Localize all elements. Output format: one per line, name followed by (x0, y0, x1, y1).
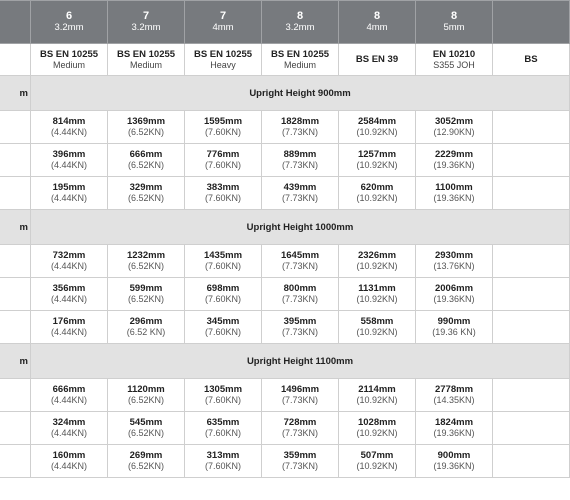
row-side-cell (0, 177, 31, 210)
standard-grade: Heavy (210, 59, 236, 70)
data-cell (339, 278, 416, 311)
row-side-cell (0, 245, 31, 278)
section-side-label: m (0, 210, 31, 245)
header-number: 8 (296, 10, 304, 22)
load-value: (4.44KN) (50, 160, 87, 170)
load-value: (7.73KN) (281, 193, 318, 203)
data-cell (108, 445, 185, 478)
load-value: (10.92KN) (356, 261, 398, 271)
section-header-row (0, 76, 570, 111)
load-value: (7.60KN) (204, 294, 241, 304)
distance-value: 1028mm (357, 417, 397, 428)
data-cell (493, 245, 570, 278)
distance-value: 1496mm (280, 384, 320, 395)
data-cell (108, 311, 185, 344)
load-value: (7.73KN) (281, 160, 318, 170)
distance-value: 990mm (437, 316, 471, 327)
table-row (0, 245, 570, 278)
header-cell (108, 1, 185, 44)
data-cell (493, 445, 570, 478)
distance-value: 356mm (52, 283, 86, 294)
data-cell (262, 412, 339, 445)
data-cell (493, 144, 570, 177)
load-value: (10.92KN) (356, 395, 398, 405)
table-row (0, 144, 570, 177)
load-value: (4.44KN) (50, 261, 87, 271)
load-value: (10.92KN) (356, 428, 398, 438)
load-value: (7.73KN) (281, 395, 318, 405)
standard-name: EN 10210 (432, 48, 476, 60)
load-value: (10.92KN) (356, 461, 398, 471)
data-cell (339, 379, 416, 412)
distance-value: 728mm (283, 417, 317, 428)
distance-value: 345mm (206, 316, 240, 327)
distance-value: 1257mm (357, 149, 397, 160)
distance-value: 2006mm (434, 283, 474, 294)
data-cell (416, 144, 493, 177)
distance-value: 359mm (283, 450, 317, 461)
standard-cell (108, 44, 185, 76)
standard-name: BS EN 39 (355, 54, 399, 65)
load-value: (7.73KN) (281, 428, 318, 438)
standard-cell (493, 44, 570, 76)
data-cell (108, 278, 185, 311)
load-value: (4.44KN) (50, 327, 87, 337)
load-value: (6.52 KN) (126, 327, 166, 337)
load-value: (4.44KN) (50, 127, 87, 137)
header-thickness: 3.2mm (131, 22, 161, 33)
distance-value: 2114mm (358, 384, 396, 395)
data-cell (416, 278, 493, 311)
load-value: (6.52KN) (127, 395, 164, 405)
data-cell (339, 412, 416, 445)
load-value: (12.90KN) (433, 127, 475, 137)
distance-value: 3052mm (434, 116, 474, 127)
data-cell (31, 445, 108, 478)
data-cell (493, 412, 570, 445)
data-cell (108, 144, 185, 177)
data-cell (262, 311, 339, 344)
data-cell (185, 445, 262, 478)
data-cell (493, 111, 570, 144)
load-value: (7.73KN) (281, 294, 318, 304)
load-value: (10.92KN) (356, 327, 398, 337)
load-value: (13.76KN) (433, 261, 475, 271)
data-cell (262, 379, 339, 412)
table-body (0, 76, 570, 478)
data-cell (339, 111, 416, 144)
data-cell (262, 445, 339, 478)
distance-value: 439mm (283, 182, 317, 193)
data-cell (185, 177, 262, 210)
data-cell (185, 311, 262, 344)
load-value: (7.60KN) (204, 461, 241, 471)
distance-value: 396mm (52, 149, 86, 160)
section-title: Upright Height 1100mm (31, 344, 570, 379)
header-cell (185, 1, 262, 44)
distance-value: 1305mm (203, 384, 243, 395)
header-thickness: 4mm (212, 22, 234, 33)
data-cell (262, 245, 339, 278)
row-side-cell (0, 379, 31, 412)
load-value: (6.52KN) (127, 193, 164, 203)
load-value: (7.60KN) (204, 261, 241, 271)
standard-cell (185, 44, 262, 76)
distance-value: 889mm (283, 149, 317, 160)
standard-corner-cell (0, 44, 31, 76)
distance-value: 1828mm (280, 116, 320, 127)
distance-value: 1100mm (435, 182, 473, 193)
data-cell (262, 278, 339, 311)
load-value: (10.92KN) (356, 294, 398, 304)
header-number: 7 (142, 10, 150, 22)
table-row (0, 177, 570, 210)
load-value: (19.36KN) (433, 160, 475, 170)
table-row (0, 111, 570, 144)
standard-grade: Medium (52, 59, 85, 70)
data-cell (262, 177, 339, 210)
data-cell (416, 445, 493, 478)
header-number: 8 (373, 10, 381, 22)
standard-cell (339, 44, 416, 76)
load-value: (10.92KN) (356, 160, 398, 170)
header-cell (416, 1, 493, 44)
header-number: 7 (219, 10, 227, 22)
load-value: (19.36KN) (433, 294, 475, 304)
header-thickness: 3.2mm (285, 22, 315, 33)
size-header-row (0, 1, 570, 44)
distance-value: 2930mm (434, 250, 474, 261)
distance-value: 698mm (206, 283, 240, 294)
load-value: (4.44KN) (50, 395, 87, 405)
data-cell (31, 144, 108, 177)
data-cell (31, 311, 108, 344)
data-cell (108, 111, 185, 144)
standard-name: BS EN 10255 (39, 48, 99, 60)
load-value: (7.60KN) (204, 127, 241, 137)
load-value: (19.36 KN) (432, 327, 476, 337)
load-value: (6.52KN) (127, 127, 164, 137)
distance-value: 324mm (52, 417, 86, 428)
standard-cell (262, 44, 339, 76)
section-title: Upright Height 1000mm (31, 210, 570, 245)
data-cell (185, 278, 262, 311)
distance-value: 329mm (129, 182, 163, 193)
load-value: (6.52KN) (127, 261, 164, 271)
distance-value: 296mm (129, 316, 163, 327)
distance-value: 620mm (360, 182, 394, 193)
table-row (0, 311, 570, 344)
distance-value: 1131mm (358, 283, 396, 294)
data-cell (493, 379, 570, 412)
data-cell (416, 111, 493, 144)
load-value: (7.73KN) (281, 261, 318, 271)
load-value: (7.60KN) (204, 193, 241, 203)
data-cell (339, 445, 416, 478)
distance-value: 2778mm (434, 384, 474, 395)
distance-value: 176mm (52, 316, 86, 327)
data-cell (31, 177, 108, 210)
header-cell (262, 1, 339, 44)
distance-value: 635mm (206, 417, 240, 428)
data-cell (185, 245, 262, 278)
load-value: (19.36KN) (433, 428, 475, 438)
data-cell (339, 144, 416, 177)
standard-name: BS (524, 54, 538, 65)
load-value: (19.36KN) (433, 193, 475, 203)
data-cell (262, 111, 339, 144)
distance-value: 1232mm (126, 250, 166, 261)
header-cell (31, 1, 108, 44)
distance-value: 800mm (283, 283, 317, 294)
data-cell (31, 245, 108, 278)
data-cell (493, 177, 570, 210)
data-cell (185, 144, 262, 177)
standard-grade: Medium (283, 59, 316, 70)
header-number: 8 (450, 10, 458, 22)
data-cell (185, 111, 262, 144)
load-value: (4.44KN) (50, 193, 87, 203)
distance-value: 1824mm (434, 417, 474, 428)
row-side-cell (0, 111, 31, 144)
standard-name: BS EN 10255 (270, 48, 330, 60)
data-cell (262, 144, 339, 177)
distance-value: 1645mm (280, 250, 320, 261)
load-value: (6.52KN) (127, 294, 164, 304)
distance-value: 383mm (206, 182, 240, 193)
load-value: (7.73KN) (281, 127, 318, 137)
distance-value: 507mm (360, 450, 394, 461)
data-cell (185, 379, 262, 412)
distance-value: 776mm (206, 149, 240, 160)
data-cell (108, 412, 185, 445)
distance-value: 2584mm (357, 116, 397, 127)
load-value: (6.52KN) (127, 160, 164, 170)
header-corner-cell (0, 1, 31, 44)
data-cell (416, 177, 493, 210)
data-cell (416, 245, 493, 278)
row-side-cell (0, 445, 31, 478)
data-cell (416, 379, 493, 412)
load-value: (7.73KN) (281, 327, 318, 337)
distance-value: 313mm (206, 450, 240, 461)
distance-value: 395mm (283, 316, 317, 327)
table-row (0, 445, 570, 478)
section-header-row (0, 344, 570, 379)
data-cell (108, 379, 185, 412)
standard-grade: Medium (129, 59, 162, 70)
distance-value: 558mm (360, 316, 394, 327)
distance-value: 1369mm (126, 116, 166, 127)
load-value: (10.92KN) (356, 127, 398, 137)
data-cell (31, 412, 108, 445)
header-thickness: 4mm (366, 22, 388, 33)
load-value: (7.60KN) (204, 327, 241, 337)
load-value: (7.60KN) (204, 395, 241, 405)
table-row (0, 278, 570, 311)
section-side-label: m (0, 344, 31, 379)
table-row (0, 412, 570, 445)
row-side-cell (0, 412, 31, 445)
data-cell (493, 278, 570, 311)
row-side-cell (0, 278, 31, 311)
header-cell (493, 1, 570, 44)
data-cell (108, 177, 185, 210)
header-number: 6 (65, 10, 73, 22)
header-thickness: 5mm (443, 22, 465, 33)
table-row (0, 379, 570, 412)
load-value: (6.52KN) (127, 461, 164, 471)
section-title: Upright Height 900mm (31, 76, 570, 111)
data-cell (339, 177, 416, 210)
data-cell (31, 111, 108, 144)
distance-value: 1120mm (127, 384, 165, 395)
standard-name: BS EN 10255 (116, 48, 176, 60)
data-cell (185, 412, 262, 445)
row-side-cell (0, 311, 31, 344)
distance-value: 195mm (52, 182, 86, 193)
data-cell (31, 278, 108, 311)
data-cell (416, 311, 493, 344)
header-thickness: 3.2mm (54, 22, 84, 33)
load-value: (4.44KN) (50, 294, 87, 304)
standard-name: BS EN 10255 (193, 48, 253, 60)
distance-value: 2229mm (434, 149, 474, 160)
distance-value: 1595mm (203, 116, 243, 127)
distance-value: 160mm (52, 450, 86, 461)
distance-value: 666mm (129, 149, 163, 160)
load-value: (19.36KN) (433, 461, 475, 471)
load-value: (4.44KN) (50, 428, 87, 438)
distance-value: 269mm (129, 450, 163, 461)
section-side-label: m (0, 76, 31, 111)
standard-cell (31, 44, 108, 76)
load-value: (7.60KN) (204, 160, 241, 170)
distance-value: 2326mm (357, 250, 397, 261)
data-cell (416, 412, 493, 445)
load-value: (4.44KN) (50, 461, 87, 471)
load-value: (6.52KN) (127, 428, 164, 438)
section-header-row (0, 210, 570, 245)
distance-value: 900mm (437, 450, 471, 461)
load-value: (14.35KN) (433, 395, 475, 405)
load-value: (7.60KN) (204, 428, 241, 438)
standard-cell (416, 44, 493, 76)
distance-value: 599mm (129, 283, 163, 294)
distance-value: 732mm (52, 250, 86, 261)
load-value: (7.73KN) (281, 461, 318, 471)
data-cell (31, 379, 108, 412)
load-value: (10.92KN) (356, 193, 398, 203)
distance-value: 666mm (52, 384, 86, 395)
distance-value: 1435mm (203, 250, 243, 261)
data-cell (339, 245, 416, 278)
standard-header-row (0, 44, 570, 76)
distance-value: 545mm (129, 417, 163, 428)
data-cell (493, 311, 570, 344)
header-cell (339, 1, 416, 44)
data-cell (108, 245, 185, 278)
standard-grade: S355 JOH (433, 59, 475, 70)
row-side-cell (0, 144, 31, 177)
distance-value: 814mm (52, 116, 86, 127)
data-cell (339, 311, 416, 344)
